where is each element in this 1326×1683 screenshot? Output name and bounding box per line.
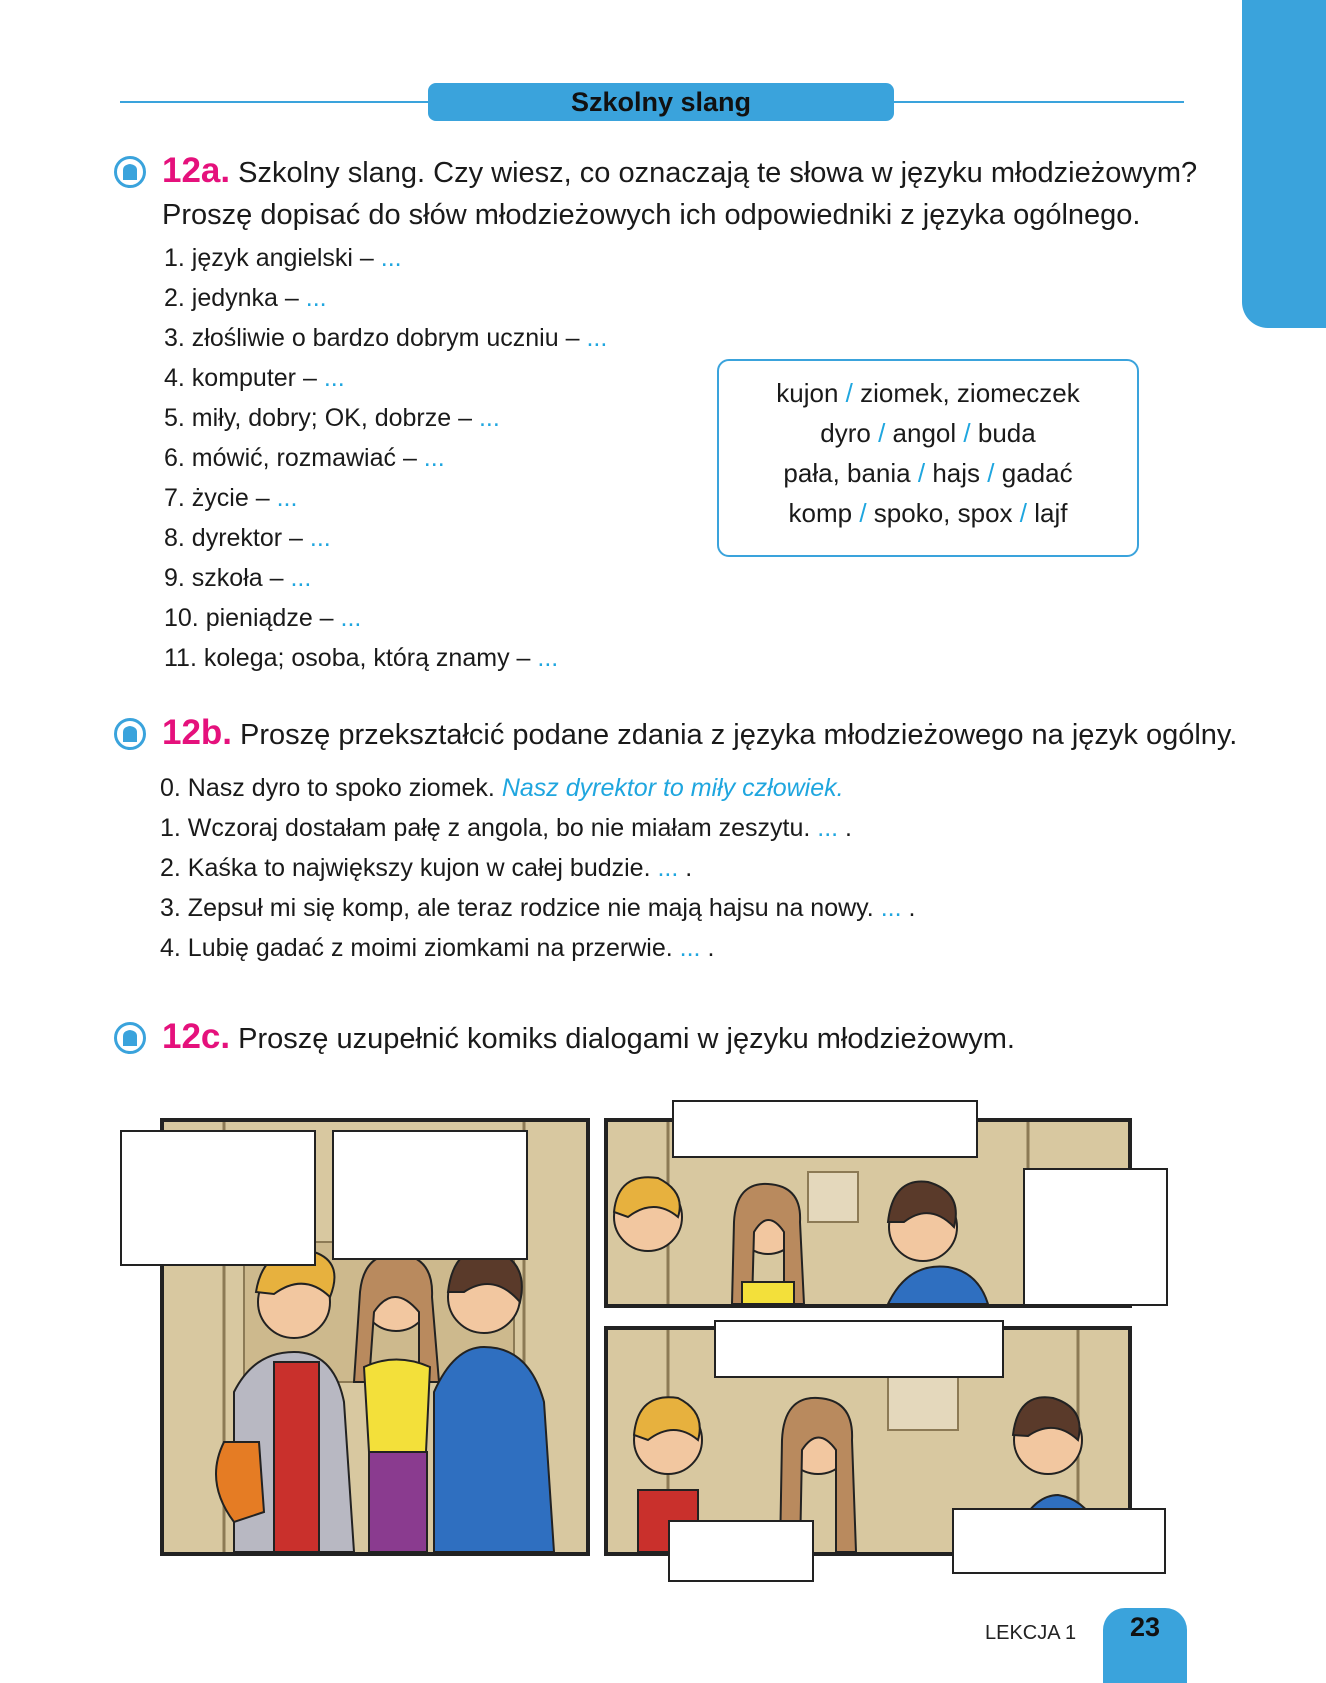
answer-blank[interactable]: ... [305, 284, 327, 312]
speech-bubble-empty[interactable] [672, 1100, 978, 1158]
example-answer: Nasz dyrektor to miły człowiek. [501, 774, 844, 802]
exercise-12b-text: Proszę przekształcić podane zdania z języka młodzieżowego na język ogólny. [240, 719, 1238, 751]
page-number: 23 [1103, 1608, 1187, 1683]
list-item: 11. kolega; osoba, którą znamy – ... [164, 644, 559, 672]
list-item: 7. życie – ... [164, 484, 298, 512]
exercise-12a-line2: Proszę dopisać do słów młodzieżowych ich odpowiedniki z języka ogólnego. [162, 199, 1141, 231]
exercise-12b-list [160, 768, 915, 968]
list-item: 10. pieniądze – ... [164, 604, 362, 632]
writing-hand-icon [114, 1022, 146, 1054]
exercise-12a-instruction [162, 150, 1322, 236]
list-item: 3. Zepsuł mi się komp, ale teraz rodzice nie mają hajsu na nowy. ... . [160, 894, 916, 922]
answer-blank[interactable]: ... [679, 934, 701, 962]
exercise-12c-text: Proszę uzupełnić komiks dialogami w języku młodzieżowym. [238, 1023, 1015, 1055]
answer-blank[interactable]: ... [323, 364, 345, 392]
exercise-12c-instruction [162, 1016, 1322, 1060]
speech-bubble-empty[interactable] [952, 1508, 1166, 1574]
exercise-12a-list [164, 238, 607, 678]
word-bank-row: komp / spoko, spox / lajf [788, 498, 1068, 528]
answer-blank[interactable]: ... [276, 484, 298, 512]
list-item: 1. język angielski – ... [164, 244, 402, 272]
writing-hand-icon [114, 156, 146, 188]
speech-bubble-empty[interactable] [1023, 1168, 1168, 1306]
word-bank-row: pała, bania / hajs / gadać [783, 458, 1073, 488]
word-bank-row: dyro / angol / buda [820, 418, 1036, 448]
list-item: 1. Wczoraj dostałam pałę z angola, bo nie miałam zeszytu. ... . [160, 814, 853, 842]
exercise-12b-number: 12b. [162, 713, 233, 752]
exercise-12a-line1: Szkolny slang. Czy wiesz, co oznaczają te słowa w języku młodzieżowym? [238, 157, 1198, 189]
word-bank-row: kujon / ziomek, ziomeczek [776, 378, 1080, 408]
speech-bubble-empty[interactable] [332, 1130, 528, 1260]
answer-blank[interactable]: ... [537, 644, 559, 672]
answer-blank[interactable]: ... [478, 404, 500, 432]
word-bank-box [717, 359, 1139, 557]
list-item: 2. jedynka – ... [164, 284, 327, 312]
exercise-12a-number: 12a. [162, 151, 231, 190]
list-item: 5. miły, dobry; OK, dobrze – ... [164, 404, 500, 432]
answer-blank[interactable]: ... [380, 244, 402, 272]
speech-bubble-empty[interactable] [668, 1520, 814, 1582]
answer-blank[interactable]: ... [657, 854, 679, 882]
list-item: 2. Kaśka to największy kujon w całej budzie. ... . [160, 854, 693, 882]
answer-blank[interactable]: ... [340, 604, 362, 632]
writing-hand-icon [114, 718, 146, 750]
list-item: 8. dyrektor – ... [164, 524, 331, 552]
section-title: Szkolny slang [428, 83, 894, 121]
list-item: 3. złośliwie o bardzo dobrym uczniu – ... [164, 324, 608, 352]
list-item: 6. mówić, rozmawiać – ... [164, 444, 445, 472]
list-item: 0. Nasz dyro to spoko ziomek. Nasz dyrektor to miły człowiek. [160, 774, 844, 802]
answer-blank[interactable]: ... [586, 324, 608, 352]
speech-bubble-empty[interactable] [714, 1320, 1004, 1378]
speech-bubble-empty[interactable] [120, 1130, 316, 1266]
list-item: 4. komputer – ... [164, 364, 345, 392]
list-item: 4. Lubię gadać z moimi ziomkami na przerwie. ... . [160, 934, 715, 962]
answer-blank[interactable]: ... [290, 564, 312, 592]
lesson-label: LEKCJA 1 [985, 1622, 1077, 1644]
answer-blank[interactable]: ... [423, 444, 445, 472]
comic-strip [120, 1100, 1170, 1590]
list-item: 9. szkoła – ... [164, 564, 312, 592]
answer-blank[interactable]: ... [880, 894, 902, 922]
answer-blank[interactable]: ... [309, 524, 331, 552]
exercise-12c-number: 12c. [162, 1017, 231, 1056]
exercise-12b-instruction [162, 712, 1322, 756]
answer-blank[interactable]: ... [817, 814, 839, 842]
